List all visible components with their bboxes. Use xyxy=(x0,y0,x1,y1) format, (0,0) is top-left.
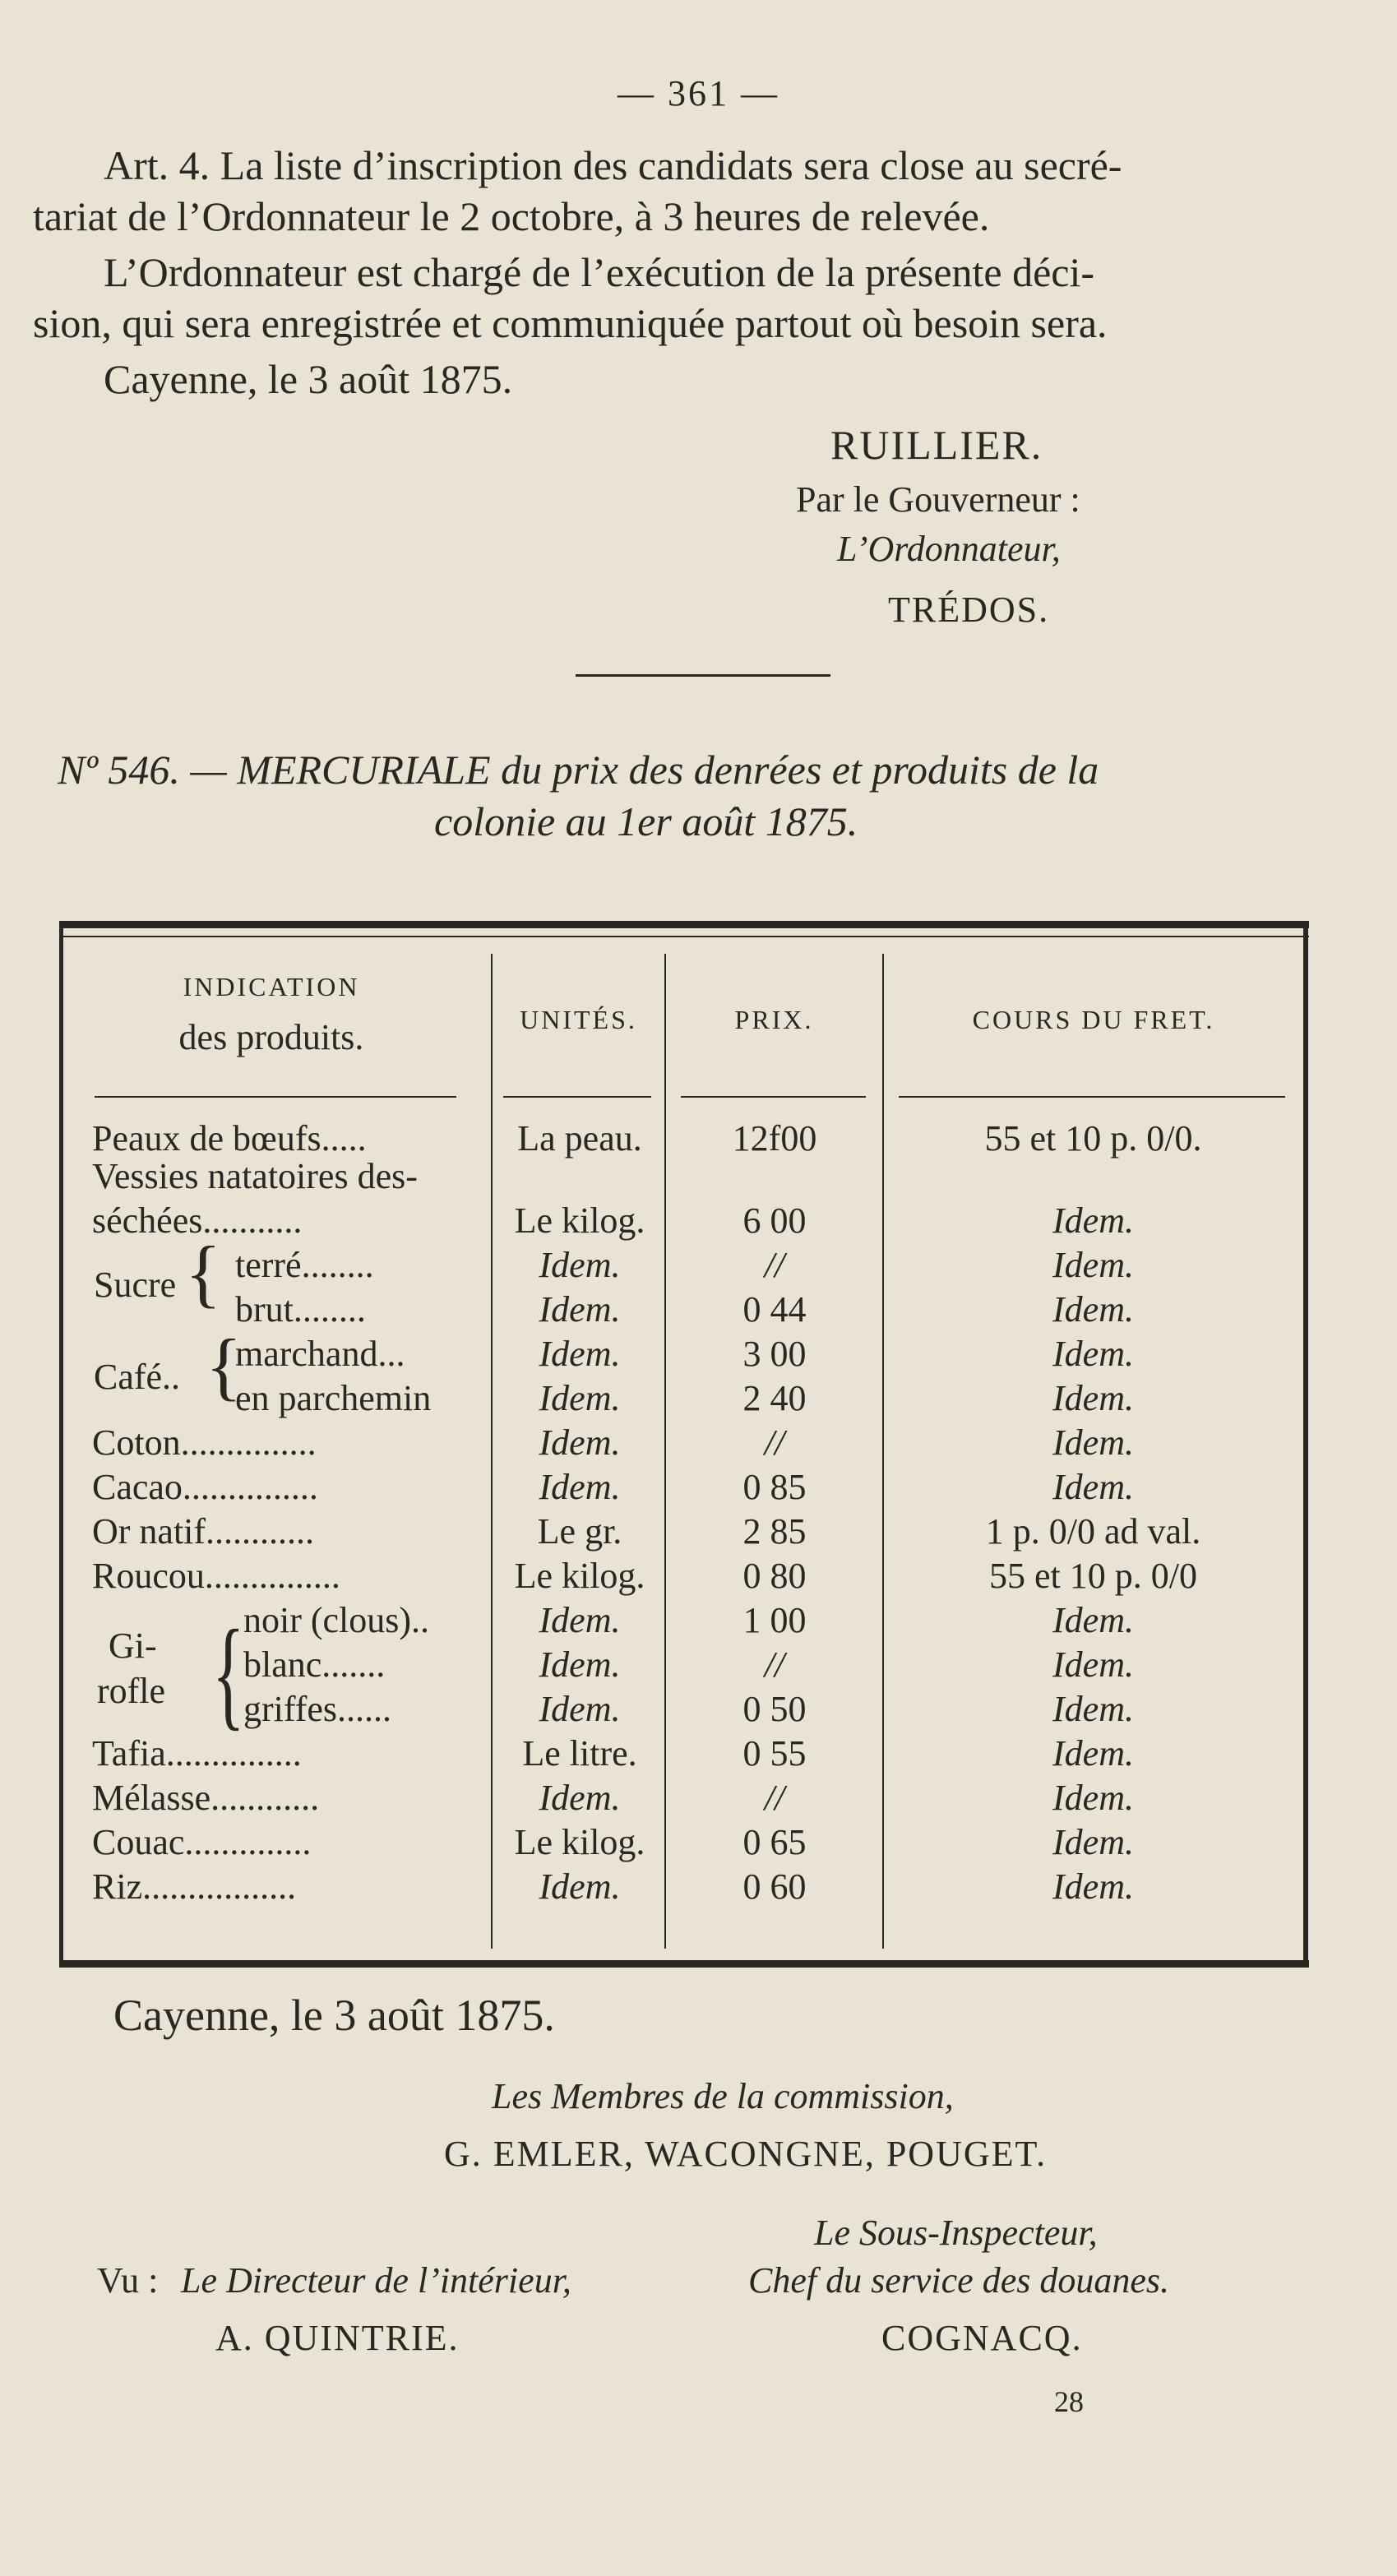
table-top-border xyxy=(59,921,1309,928)
unit-cell: Le kilog. xyxy=(514,1200,645,1241)
price-cell: // xyxy=(764,1778,785,1818)
unit-cell: Idem. xyxy=(539,1689,621,1729)
product-cell: séchées........... xyxy=(92,1200,303,1241)
fret-cell: 55 et 10 p. 0/0. xyxy=(984,1118,1202,1159)
product-cell: brut........ xyxy=(235,1289,366,1330)
product-cell: Vessies natatoires des- xyxy=(92,1156,418,1196)
unit-cell: Idem. xyxy=(539,1289,621,1330)
sheet-number: 28 xyxy=(1054,2385,1084,2418)
unit-cell: Idem. xyxy=(539,1866,621,1907)
product-cell: Mélasse............ xyxy=(92,1778,320,1818)
fret-cell: Idem. xyxy=(1052,1733,1134,1774)
directeur-interieur-title: Le Directeur de l’intérieur, xyxy=(181,2260,571,2301)
header-unites: UNITÉS. xyxy=(520,1005,637,1034)
table-right-border xyxy=(1303,921,1308,1965)
unit-cell: Idem. xyxy=(539,1600,621,1640)
ordonnateur-paragraph-line1: L’Ordonnateur est chargé de l’exécution de la présente déci- xyxy=(104,249,1095,295)
group-label-girofle-2: rofle xyxy=(97,1671,166,1711)
header-des-produits: des produits. xyxy=(178,1017,364,1057)
header-prix: PRIX. xyxy=(734,1005,814,1034)
price-cell: 0 55 xyxy=(742,1733,807,1774)
header-indication: INDICATION xyxy=(183,972,360,1001)
decision-546-line1: Nº 546. — MERCURIALE du prix des denrées et produits de la xyxy=(58,747,1099,793)
page-number: — 361 — xyxy=(618,73,779,113)
price-cell: 2 40 xyxy=(742,1378,807,1418)
price-cell: 3 00 xyxy=(742,1334,807,1374)
price-cell: 0 60 xyxy=(742,1866,807,1907)
product-cell: Peaux de bœufs..... xyxy=(92,1118,367,1159)
brace-cafe: { xyxy=(206,1324,243,1408)
header-underline-2 xyxy=(503,1096,651,1098)
decision-546-line2: colonie au 1er août 1875. xyxy=(434,798,858,844)
fret-cell: 1 p. 0/0 ad val. xyxy=(985,1511,1201,1552)
date-line-1: Cayenne, le 3 août 1875. xyxy=(104,356,513,402)
column-divider-2 xyxy=(664,954,666,1949)
article-4-line1: Art. 4. La liste d’inscription des candidats sera close au secré- xyxy=(104,142,1122,188)
unit-cell: Le gr. xyxy=(537,1511,622,1552)
price-cell: 0 65 xyxy=(742,1822,807,1862)
product-cell: Cacao............... xyxy=(92,1467,318,1507)
fret-cell: Idem. xyxy=(1052,1467,1134,1507)
header-underline-1 xyxy=(95,1096,456,1098)
fret-cell: Idem. xyxy=(1052,1778,1134,1818)
unit-cell: Idem. xyxy=(539,1644,621,1685)
unit-cell: Idem. xyxy=(539,1422,621,1463)
group-label-cafe: Café.. xyxy=(94,1357,181,1397)
product-cell: terré........ xyxy=(235,1245,374,1285)
product-cell: marchand... xyxy=(235,1334,405,1374)
product-cell: blanc....... xyxy=(243,1644,386,1685)
unit-cell: Le litre. xyxy=(522,1733,637,1774)
price-cell: 6 00 xyxy=(742,1200,807,1241)
fret-cell: Idem. xyxy=(1052,1378,1134,1418)
unit-cell: Idem. xyxy=(539,1378,621,1418)
fret-cell: Idem. xyxy=(1052,1200,1134,1241)
signature-tredos: TRÉDOS. xyxy=(888,590,1050,630)
unit-cell: Le kilog. xyxy=(514,1556,645,1596)
price-cell: 12f00 xyxy=(732,1118,817,1159)
brace-sucre: { xyxy=(185,1231,222,1315)
unit-cell: Le kilog. xyxy=(514,1822,645,1862)
unit-cell: Idem. xyxy=(539,1334,621,1374)
price-cell: // xyxy=(764,1245,785,1285)
product-cell: Coton............... xyxy=(92,1422,317,1463)
price-cell: 0 80 xyxy=(742,1556,807,1596)
commission-names: G. EMLER, WACONGNE, POUGET. xyxy=(444,2134,1048,2174)
signature-par-gouverneur: Par le Gouverneur : xyxy=(796,479,1080,520)
price-cell: 0 44 xyxy=(742,1289,807,1330)
fret-cell: Idem. xyxy=(1052,1822,1134,1862)
product-cell: Couac.............. xyxy=(92,1822,312,1862)
signature-quintrie: A. QUINTRIE. xyxy=(215,2318,460,2358)
product-cell: en parchemin xyxy=(235,1378,432,1418)
section-divider xyxy=(576,674,830,677)
unit-cell: Idem. xyxy=(539,1778,621,1818)
table-top-border-thin xyxy=(59,936,1309,937)
price-cell: 0 85 xyxy=(742,1467,807,1507)
fret-cell: Idem. xyxy=(1052,1689,1134,1729)
date-line-2: Cayenne, le 3 août 1875. xyxy=(113,1991,555,2040)
product-cell: Tafia............... xyxy=(92,1733,302,1774)
signature-ordonnateur-title: L’Ordonnateur, xyxy=(837,529,1061,569)
column-divider-3 xyxy=(882,954,884,1949)
brace-girofle: { xyxy=(212,1605,245,1741)
price-cell: // xyxy=(764,1422,785,1463)
fret-cell: 55 et 10 p. 0/0 xyxy=(989,1556,1197,1596)
fret-cell: Idem. xyxy=(1052,1334,1134,1374)
unit-cell: Idem. xyxy=(539,1245,621,1285)
price-cell: // xyxy=(764,1644,785,1685)
fret-cell: Idem. xyxy=(1052,1600,1134,1640)
price-cell: 1 00 xyxy=(742,1600,807,1640)
sous-inspecteur-title: Le Sous-Inspecteur, xyxy=(814,2213,1098,2253)
product-cell: griffes...... xyxy=(243,1689,392,1729)
signature-ruillier: RUILLIER. xyxy=(830,422,1043,468)
product-cell: Or natif............ xyxy=(92,1511,315,1552)
product-cell: Riz................. xyxy=(92,1866,297,1907)
commission-members: Les Membres de la commission, xyxy=(492,2076,954,2116)
product-cell: Roucou............... xyxy=(92,1556,340,1596)
price-cell: 2 85 xyxy=(742,1511,807,1552)
header-cours-du-fret: COURS DU FRET. xyxy=(972,1005,1215,1034)
chef-service-douanes: Chef du service des douanes. xyxy=(748,2260,1169,2301)
fret-cell: Idem. xyxy=(1052,1245,1134,1285)
column-divider-1 xyxy=(491,954,493,1949)
header-underline-3 xyxy=(681,1096,866,1098)
product-cell: noir (clous).. xyxy=(243,1600,430,1640)
article-4-line2: tariat de l’Ordonnateur le 2 octobre, à 3 heures de relevée. xyxy=(33,193,990,239)
table-bottom-border xyxy=(59,1960,1309,1968)
group-label-girofle-1: Gi- xyxy=(109,1626,157,1666)
fret-cell: Idem. xyxy=(1052,1644,1134,1685)
ordonnateur-paragraph-line2: sion, qui sera enregistrée et communiquée partout où besoin sera. xyxy=(33,300,1108,346)
price-cell: 0 50 xyxy=(742,1689,807,1729)
unit-cell: La peau. xyxy=(517,1118,642,1159)
fret-cell: Idem. xyxy=(1052,1422,1134,1463)
signature-cognacq: COGNACQ. xyxy=(881,2318,1083,2358)
vu-label: Vu : xyxy=(97,2260,159,2301)
fret-cell: Idem. xyxy=(1052,1289,1134,1330)
unit-cell: Idem. xyxy=(539,1467,621,1507)
table-left-border xyxy=(59,921,63,1965)
fret-cell: Idem. xyxy=(1052,1866,1134,1907)
header-underline-4 xyxy=(899,1096,1285,1098)
group-label-sucre: Sucre xyxy=(94,1265,177,1305)
